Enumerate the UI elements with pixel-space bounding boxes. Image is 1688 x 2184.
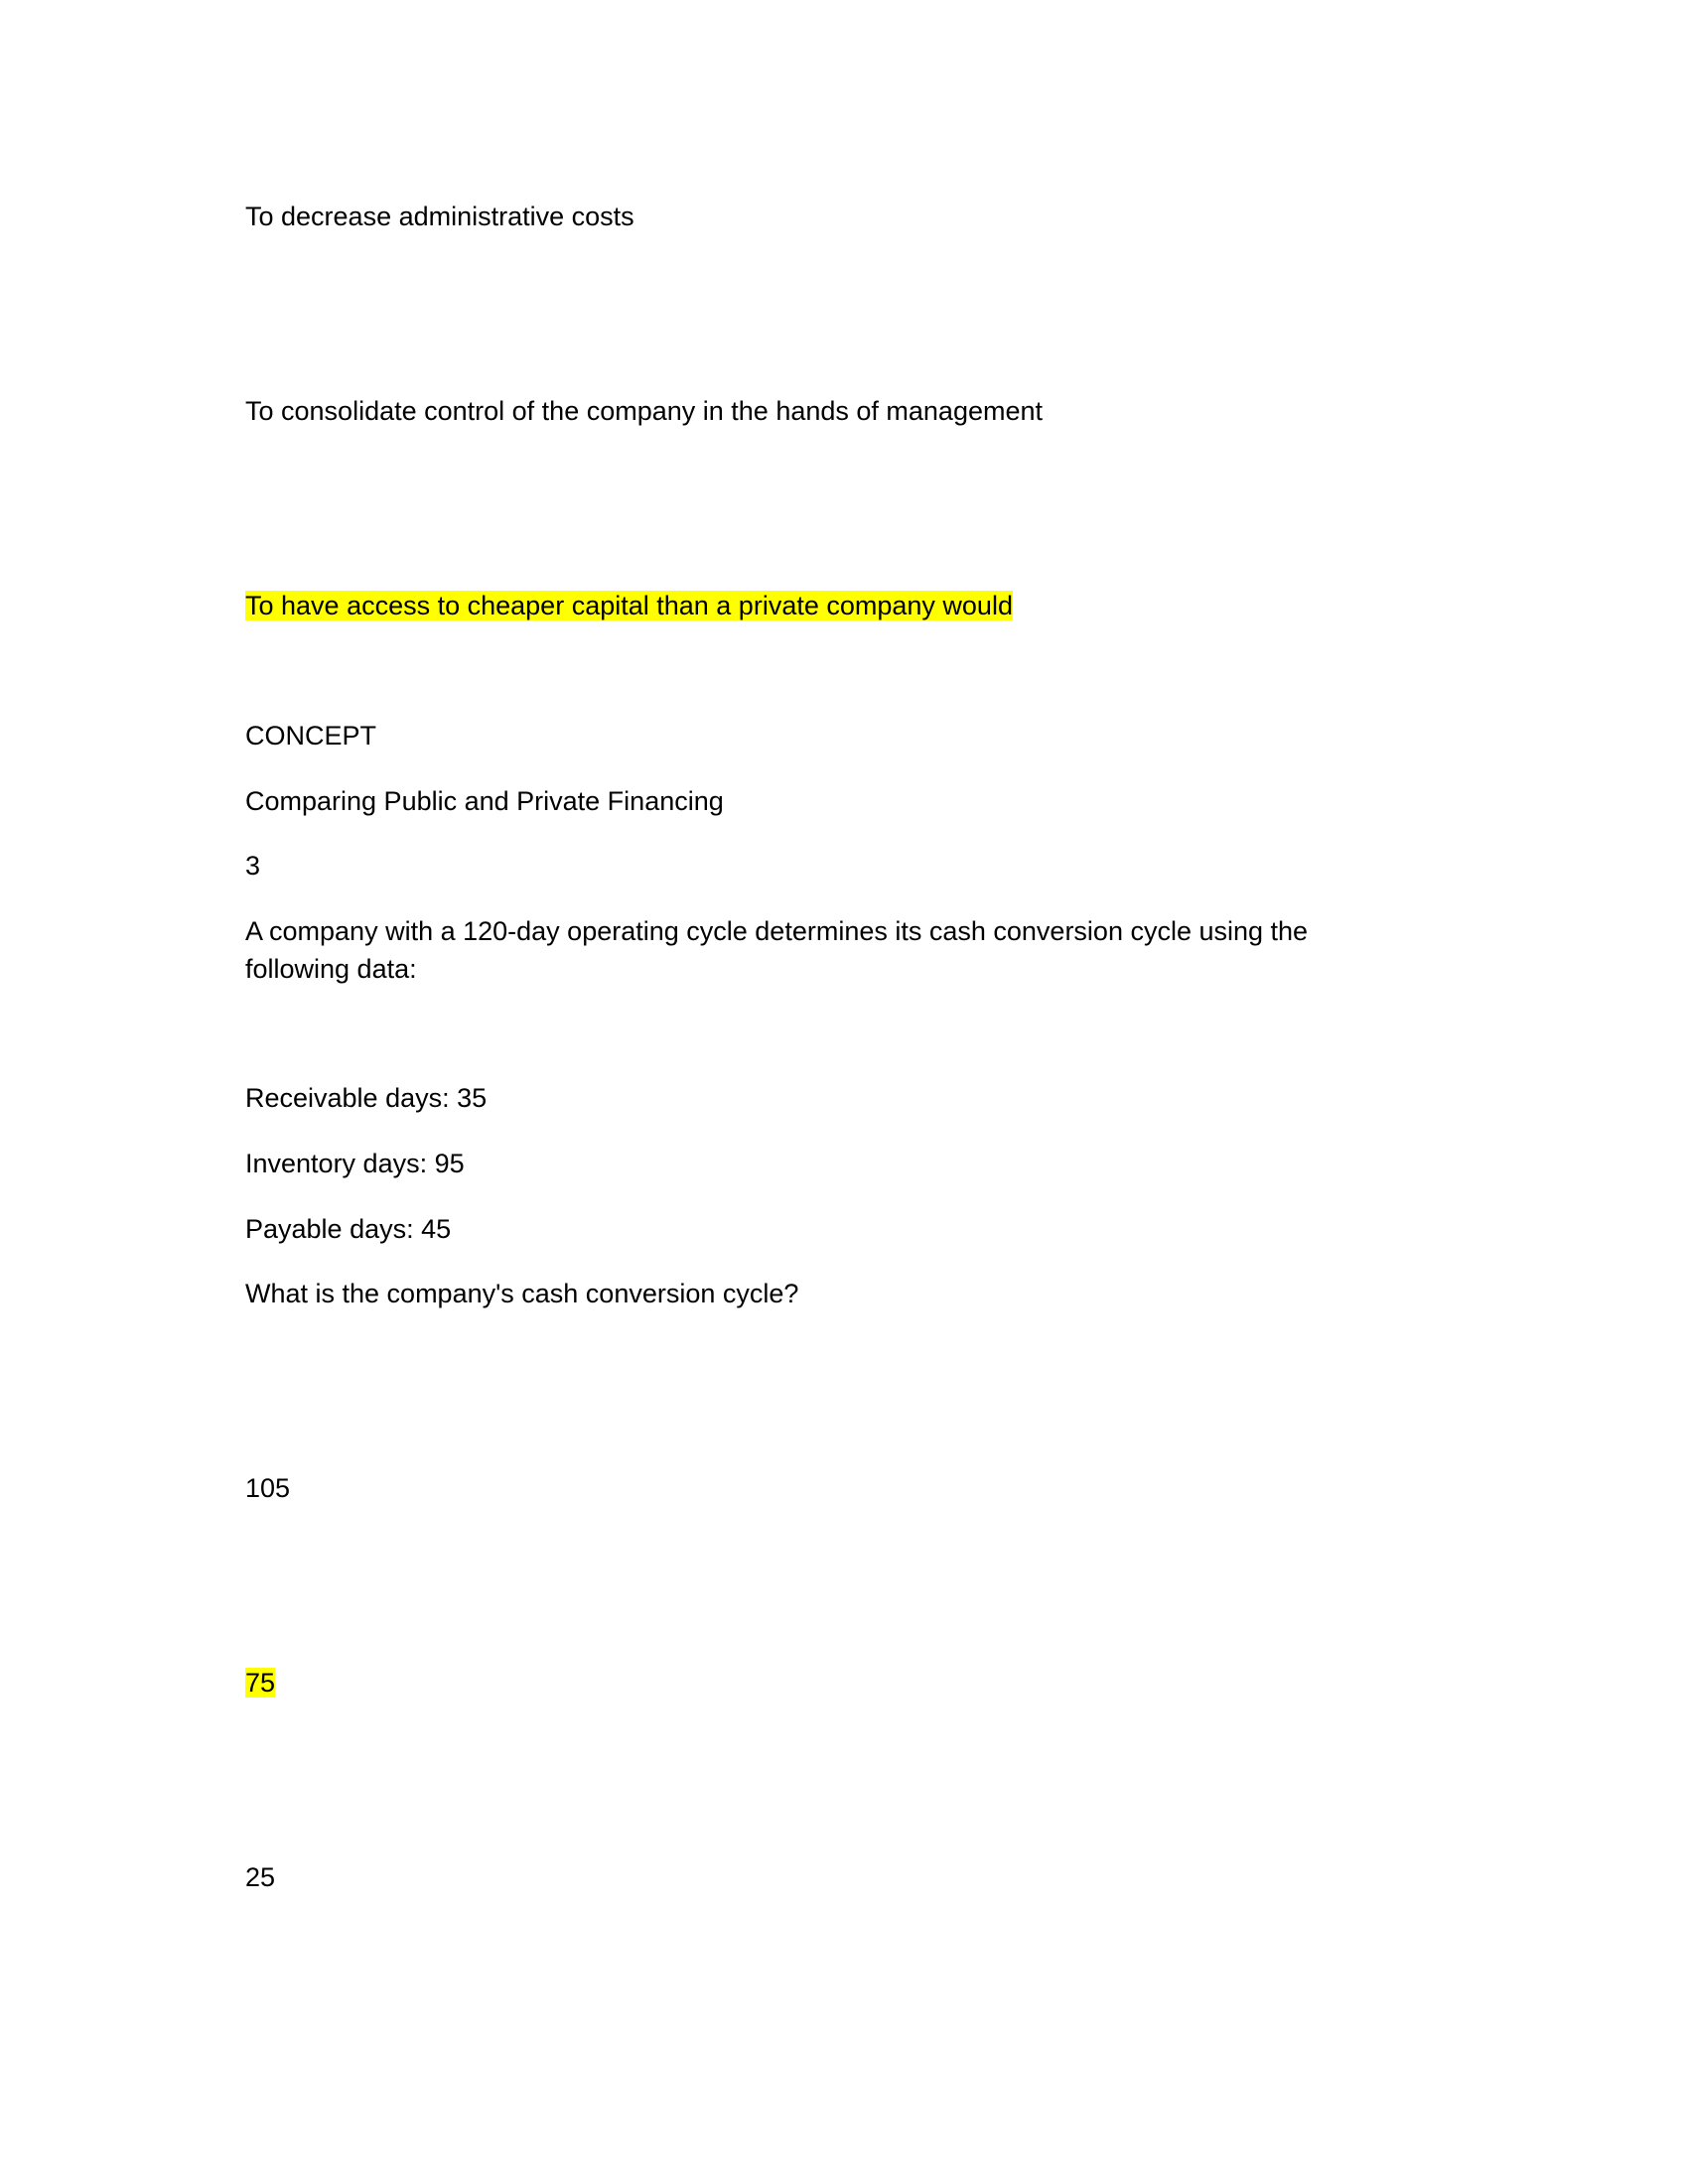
highlighted-correct-answer: 75 (245, 1668, 276, 1698)
answer-option-text: To consolidate control of the company in the hands of management (245, 396, 1043, 426)
answer-option-text: 105 (245, 1473, 291, 1503)
answer-option-text: To decrease administrative costs (245, 202, 634, 231)
data-payable-days: Payable days: 45 (245, 1214, 452, 1244)
answer-option-25 (245, 1858, 275, 1896)
highlighted-correct-answer: To have access to cheaper capital than a private company would (245, 591, 1013, 620)
concept-label: CONCEPT (245, 721, 377, 751)
answer-option-75 (245, 1664, 275, 1702)
concept-title: Comparing Public and Private Financing (245, 786, 724, 816)
data-receivable-days: Receivable days: 35 (245, 1083, 488, 1113)
question-text: A company with a 120-day operating cycle determines its cash conversion cycle using the following data: (245, 916, 1309, 984)
answer-option-decrease-costs (245, 198, 634, 235)
question-prompt: What is the company's cash conversion cycle? (245, 1279, 799, 1308)
answer-option-cheaper-capital (245, 587, 1013, 624)
answer-option-text: 25 (245, 1862, 276, 1892)
data-inventory-days: Inventory days: 95 (245, 1149, 465, 1178)
answer-option-105 (245, 1469, 290, 1507)
question-number: 3 (245, 851, 261, 881)
answer-option-consolidate-control (245, 392, 1043, 430)
